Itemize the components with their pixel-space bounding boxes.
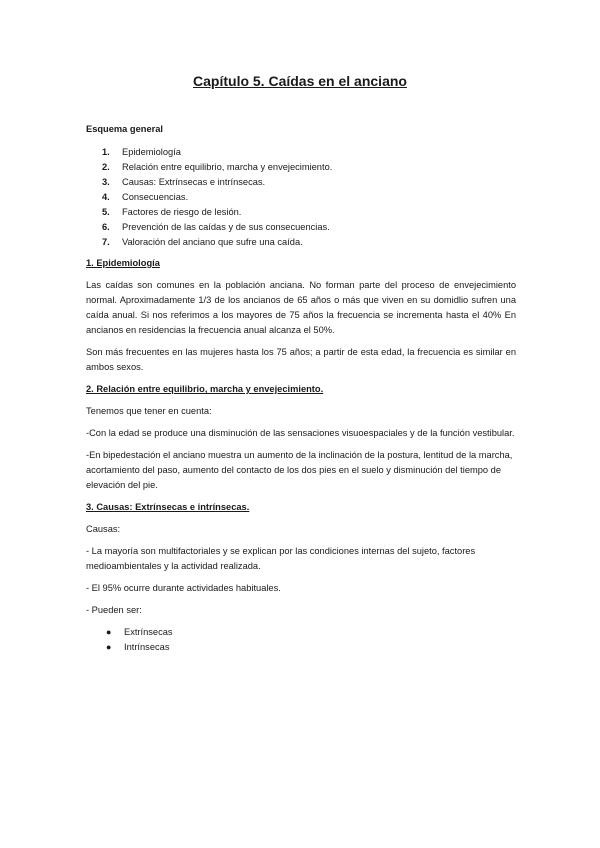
list-item bbox=[86, 190, 516, 205]
section-heading-balance: 2. Relación entre equilibrio, marcha y envejecimiento. bbox=[86, 384, 324, 394]
list-item-number: 7. bbox=[102, 237, 110, 247]
paragraph: - La mayoría son multifactoriales y se explican por las condiciones internas del sujeto, factores medioambientales y la actividad realizada. bbox=[86, 546, 476, 571]
list-item-text: Prevención de las caídas y de sus consecuencias. bbox=[122, 222, 330, 232]
paragraph: - El 95% ocurre durante actividades habituales. bbox=[86, 583, 281, 593]
paragraph: Tenemos que tener en cuenta: bbox=[86, 406, 212, 416]
paragraph: -En bipedestación el anciano muestra un aumento de la inclinación de la postura, lentitud de la marcha, acortamiento del paso, aumento del contacto de los dos pies en el suelo y disminución del tiempo de elevación del pie. bbox=[86, 450, 513, 490]
paragraph: Causas: bbox=[86, 524, 121, 534]
section-heading-epidemiology: 1. Epidemiología bbox=[86, 258, 160, 268]
paragraph: Son más frecuentes en las mujeres hasta los 75 años; a partir de esta edad, la frecuencia es similar en ambos sexos. bbox=[86, 347, 516, 372]
list-item-text: Causas: Extrínsecas e intrínsecas. bbox=[122, 177, 266, 187]
list-item-number: 6. bbox=[102, 222, 110, 232]
list-item bbox=[86, 235, 516, 250]
list-item-number: 1. bbox=[102, 147, 110, 157]
list-item-number: 5. bbox=[102, 207, 110, 217]
list-item-text: Consecuencias. bbox=[122, 192, 189, 202]
paragraph: - Pueden ser: bbox=[86, 605, 142, 615]
list-item-number: 3. bbox=[102, 177, 110, 187]
document-body bbox=[86, 122, 516, 655]
list-item-text: Extrínsecas bbox=[124, 627, 173, 637]
list-item-text: Epidemiología bbox=[122, 147, 181, 157]
list-item-number: 2. bbox=[102, 162, 110, 172]
list-item bbox=[86, 160, 516, 175]
scheme-list bbox=[86, 145, 516, 250]
scheme-label: Esquema general bbox=[86, 124, 163, 134]
list-item-text: Valoración del anciano que sufre una caída. bbox=[122, 237, 303, 247]
list-item bbox=[86, 220, 516, 235]
bullet-icon: ● bbox=[106, 627, 112, 637]
list-item bbox=[86, 640, 516, 655]
list-item bbox=[86, 175, 516, 190]
chapter-title: Capítulo 5. Caídas en el anciano bbox=[193, 73, 407, 89]
paragraph: -Con la edad se produce una disminución de las sensaciones visuoespaciales y de la función vestibular. bbox=[86, 428, 515, 438]
paragraph: Las caídas son comunes en la población anciana. No forman parte del proceso de envejecimiento normal. Aproximadamente 1/3 de los ancianos de 65 años o más que viven en su domidlio sufren una caída anual. Si nos referimos a los mayores de 75 años la frecuencia se incrementa hasta el 40% En ancianos en residencias la frecuencia anual alcanza el 50%. bbox=[86, 280, 516, 335]
list-item bbox=[86, 145, 516, 160]
list-item bbox=[86, 625, 516, 640]
section-heading-causes: 3. Causas: Extrínsecas e intrínsecas. bbox=[86, 502, 250, 512]
list-item-text: Factores de riesgo de lesión. bbox=[122, 207, 242, 217]
list-item-text: Relación entre equilibrio, marcha y envejecimiento. bbox=[122, 162, 333, 172]
list-item-text: Intrínsecas bbox=[124, 642, 170, 652]
list-item-number: 4. bbox=[102, 192, 110, 202]
list-item bbox=[86, 205, 516, 220]
bullet-icon: ● bbox=[106, 642, 112, 652]
causes-list bbox=[86, 625, 516, 655]
